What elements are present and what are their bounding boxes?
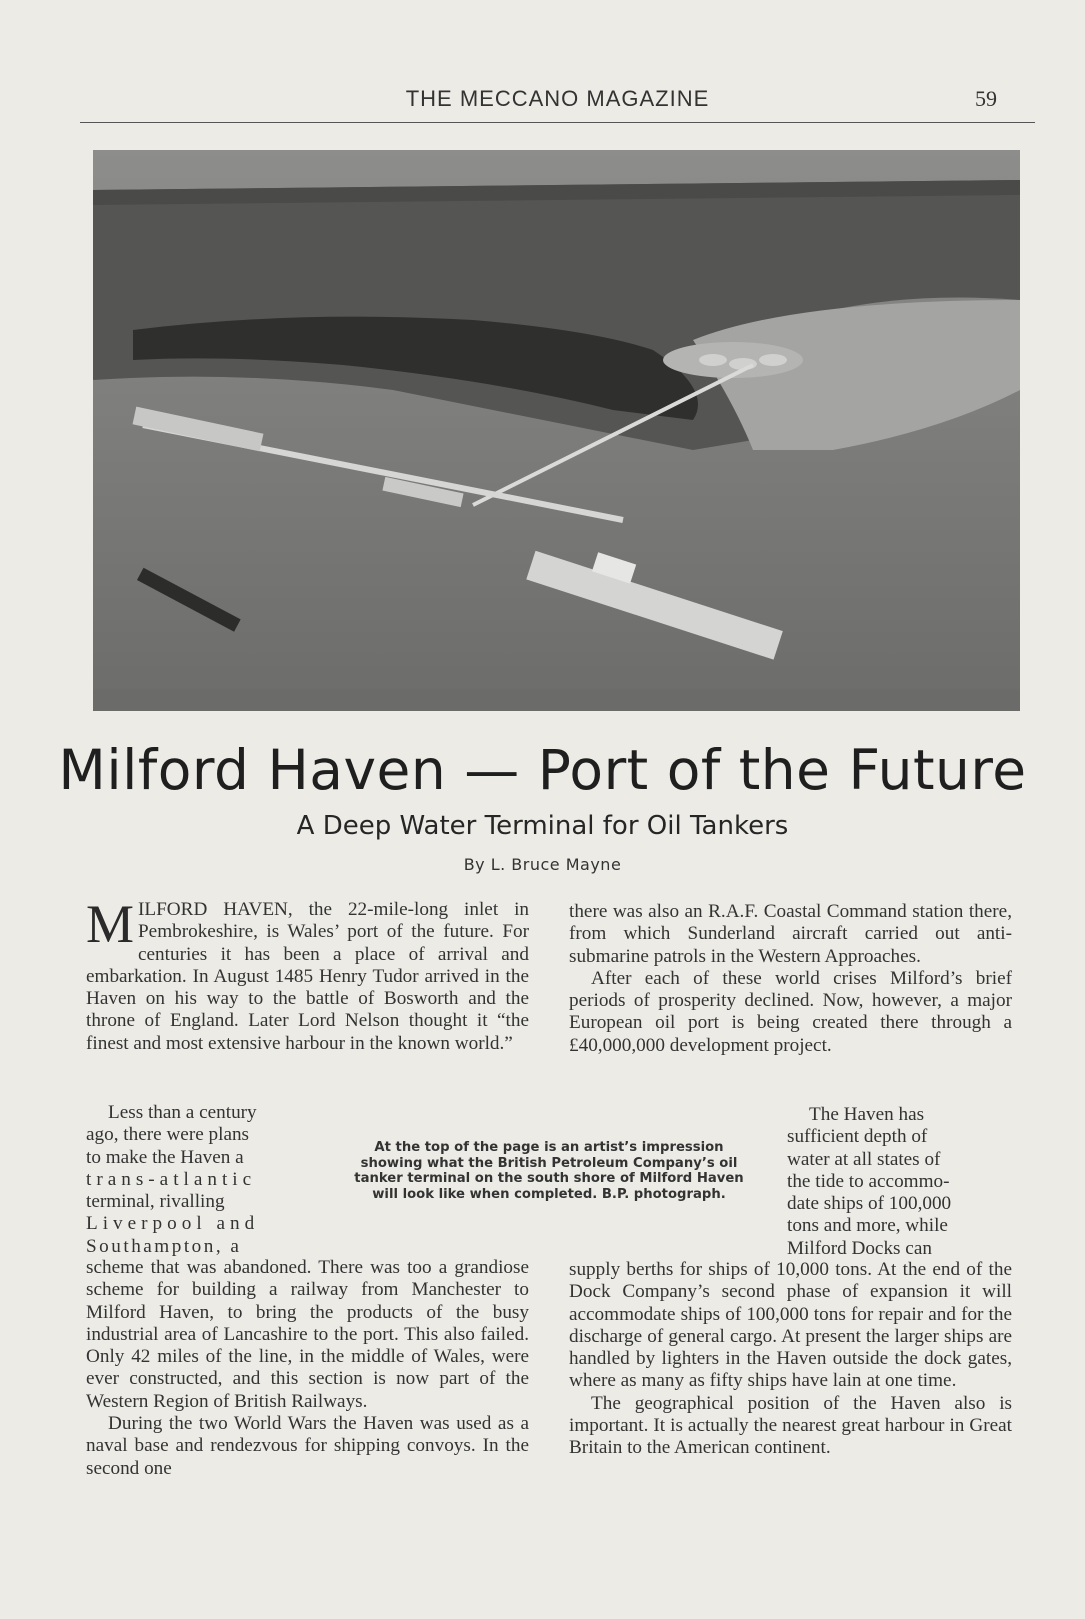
wrap-line: The Haven has	[809, 1104, 925, 1125]
page-number: 59	[975, 86, 997, 111]
article-byline: By L. Bruce Mayne	[463, 855, 622, 874]
wrap-line: terminal, rivalling	[86, 1191, 225, 1213]
right-wrap-text	[787, 1104, 1012, 1260]
left-column-bottom	[86, 1257, 529, 1480]
left-wrap-text	[86, 1102, 308, 1258]
wrap-line: sufficient depth of	[787, 1126, 928, 1148]
wrap-line: Milford Docks can	[787, 1237, 932, 1259]
article-subtitle: A Deep Water Terminal for Oil Tankers	[296, 811, 789, 841]
right-column-bottom	[569, 1259, 1012, 1460]
wrap-line: Southampton, a	[86, 1235, 242, 1257]
right-column-top	[569, 901, 1012, 1057]
paragraph-geography: The geographical position of the Haven also is important. It is actually the nearest great harbour in Great Britain to the American continent.	[569, 1392, 1012, 1459]
paragraph-intro	[86, 894, 529, 1055]
intro-text: ILFORD HAVEN, the 22-mile-long inlet in Pembrokeshire, is Wales’ port of the future. For centuries it has been a place of arrival and embarkation. In August 1485 Henry Tudor arrived in the Haven on his way to the battle of Bosworth and the throne of England. Later Lord Nelson thought it “the finest and most extensive harbour in the known world.”	[86, 899, 529, 1054]
wrap-line: to make the Haven a	[86, 1146, 244, 1168]
wrap-line: tons and more, while	[787, 1215, 948, 1237]
paragraph-raf: there was also an R.A.F. Coastal Command station there, from which Sunderland aircraft carried out anti-submarine patrols in the Western Approaches.	[569, 901, 1012, 967]
paragraph-wars: During the two World Wars the Haven was used as a naval base and rendezvous for shipping convoys. In the second one	[86, 1413, 529, 1479]
wrap-line: trans-atlantic	[86, 1168, 257, 1190]
wrap-line: the tide to accommo-	[787, 1170, 950, 1192]
terminal-illustration	[93, 150, 1020, 711]
paragraph-depth: supply berths for ships of 10,000 tons. At the end of the Dock Company’s second phase of expansion it will accommodate ships of 100,000 tons for repair and for the discharge of general cargo. At present the larger ships are handled by lighters in the Haven outside the dock gates, where as many as fifty ships have lain at one time.	[569, 1259, 1012, 1392]
magazine-title: THE MECCANO MAGAZINE	[405, 86, 710, 111]
wrap-line: ago, there were plans	[86, 1124, 250, 1146]
wrap-line: Less than a century	[108, 1102, 257, 1123]
paragraph-prosperity: After each of these world crises Milford’s brief periods of prosperity declined. Now, however, a major European oil port is being created there through a £40,000,000 development project.	[569, 967, 1012, 1056]
paragraph-schemes: scheme that was abandoned. There was too a grandiose scheme for building a railway from Manchester to Milford Haven, to bring the products of the busy industrial area of Lancashire to the port. This also failed. Only 42 miles of the line, in the middle of Wales, were ever constructed, and this section is now part of the Western Region of British Railways.	[86, 1257, 529, 1412]
photo-caption: At the top of the page is an artist’s impression showing what the British Petroleum Company’s oil tanker terminal on the south shore of Milford Haven will look like when completed. B.P. photograph.	[354, 1140, 744, 1202]
drop-cap: M	[86, 894, 135, 954]
wrap-line: date ships of 100,000	[787, 1193, 952, 1215]
wrap-line: water at all states of	[787, 1148, 941, 1170]
running-header	[80, 86, 1035, 123]
article-title: Milford Haven — Port of the Future	[58, 738, 1027, 802]
left-column-top	[86, 894, 529, 1055]
wrap-line: Liverpool and	[86, 1213, 260, 1235]
artist-impression-photo	[93, 150, 1020, 711]
